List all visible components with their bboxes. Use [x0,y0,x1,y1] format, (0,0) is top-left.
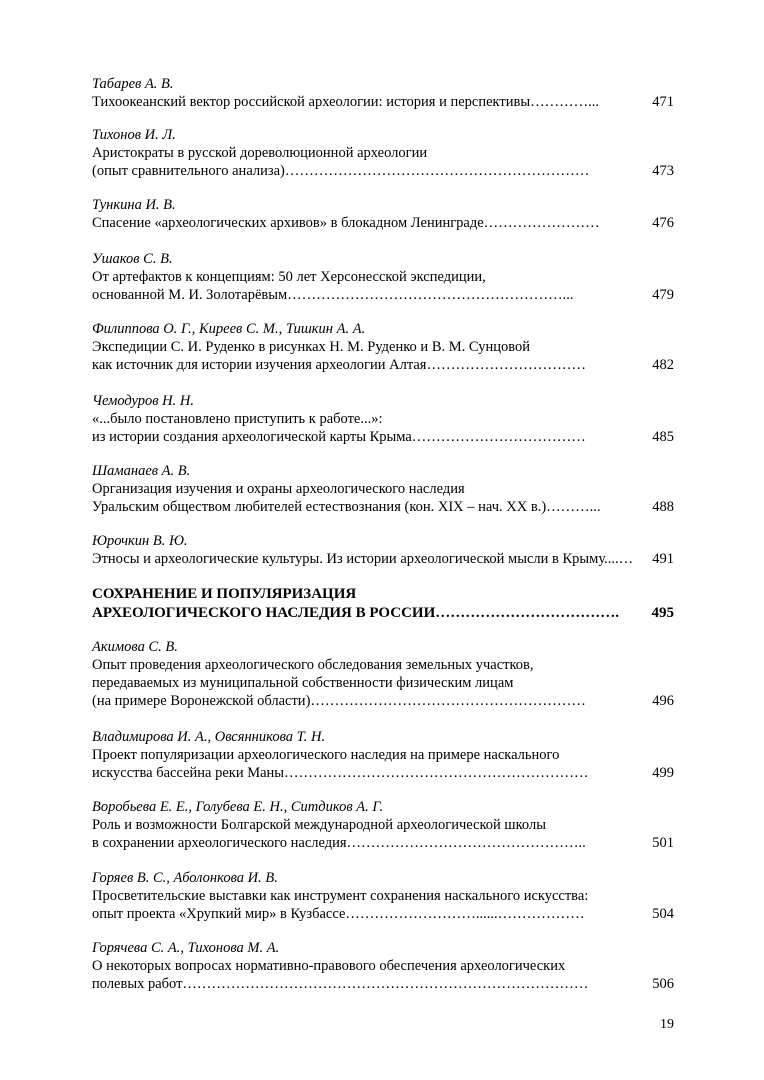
entry-title-text: Роль и возможности Болгарской международной археологической школы [92,817,546,833]
toc-entry [92,728,674,782]
entry-author: Чемодуров Н. Н. [92,393,195,409]
toc-entry [92,532,674,568]
entry-title-line [92,834,674,852]
entry-title-text: из истории создания археологической карты Крыма……………………………… [92,429,586,445]
entry-page-number: 479 [652,287,674,303]
entry-page-number: 496 [652,693,674,709]
entry-author: Акимова С. В. [92,639,178,655]
entry-title-text: опыт проекта «Хрупкий мир» в Кузбассе………………………......……………… [92,906,585,922]
entry-title-line [92,286,674,304]
entry-title-text: (на примере Воронежской области)………………………………………………… [92,693,586,709]
entry-title-line [92,268,674,286]
toc-entry [92,869,674,923]
entry-page-number: 504 [652,906,674,922]
entry-title-text: Аристократы в русской дореволюционной археологии [92,145,428,161]
entry-page-number: 485 [652,429,674,445]
entry-title-line [92,93,674,111]
entry-title-line [92,428,674,446]
entry-title-text: передаваемых из муниципальной собственности физическим лицам [92,675,514,691]
entry-page-number: 471 [652,94,674,110]
section-title-line [92,604,674,623]
entry-title-text: Спасение «археологических архивов» в блокадном Ленинграде…………………… [92,215,600,231]
entry-title-text: «...было постановлено приступить к работе...»: [92,411,383,427]
entry-title-line [92,957,674,975]
entry-title-text: как источник для истории изучения археологии Алтая…………………………… [92,357,586,373]
section-title-text: СОХРАНЕНИЕ И ПОПУЛЯРИЗАЦИЯ [92,586,357,602]
entry-title-line [92,338,674,356]
entry-author: Воробьева Е. Е., Голубева Е. Н., Ситдиков А. Г. [92,799,384,815]
entry-title-text: основанной М. И. Золотарёвым…………………………………………………... [92,287,574,303]
entry-page-number: 506 [652,976,674,992]
entry-title-line [92,498,674,516]
entry-title-line [92,410,674,428]
toc-entry [92,939,674,993]
entry-title-text: в сохранении археологического наследия………………………………………….. [92,835,586,851]
toc-entry [92,75,674,111]
entry-title-line [92,692,674,710]
entry-title-line [92,764,674,782]
entry-author: Филиппова О. Г., Киреев С. М., Тишкин А. А. [92,321,366,337]
entry-title-line [92,674,674,692]
entry-title-text: Тихоокеанский вектор российской археологии: история и перспективы…………... [92,94,599,110]
entry-title-text: Уральским обществом любителей естествознания (кон. XIX – нач. XX в.)………... [92,499,601,515]
entry-title-line [92,816,674,834]
entry-page-number: 473 [652,163,674,179]
section-page-number: 495 [651,605,674,621]
entry-author: Горяев В. С., Аболонкова И. В. [92,870,278,886]
entry-title-line [92,746,674,764]
entry-title-text: Организация изучения и охраны археологического наследия [92,481,465,497]
entry-page-number: 491 [652,551,674,567]
entry-title-text: (опыт сравнительного анализа)……………………………………………………… [92,163,590,179]
entry-title-line [92,356,674,374]
entry-title-line [92,144,674,162]
entry-title-text: полевых работ………………………………………………………………………… [92,976,589,992]
entry-author: Ушаков С. В. [92,251,173,267]
entry-title-text: Этносы и археологические культуры. Из истории археологической мысли в Крыму....… [92,551,634,567]
entry-title-line [92,214,674,232]
section-heading [92,585,674,623]
entry-author: Владимирова И. А., Овсянникова Т. Н. [92,729,326,745]
toc-entry [92,250,674,304]
entry-author: Тихонов И. Л. [92,127,176,143]
entry-title-text: Экспедиции С. И. Руденко в рисунках Н. М. Руденко и В. М. Сунцовой [92,339,530,355]
entry-author: Тункина И. В. [92,197,176,213]
toc-entry [92,462,674,516]
entry-title-text: Проект популяризации археологического наследия на примере наскального [92,747,560,763]
entry-title-line [92,975,674,993]
entry-page-number: 482 [652,357,674,373]
entry-title-line [92,905,674,923]
entry-page-number: 476 [652,215,674,231]
entry-page-number: 488 [652,499,674,515]
entry-author: Шаманаев А. В. [92,463,191,479]
toc-entry [92,392,674,446]
toc-entry [92,798,674,852]
entry-title-line [92,887,674,905]
folio-page-number: 19 [660,1017,674,1032]
entry-title-text: О некоторых вопросах нормативно-правового обеспечения археологических [92,958,566,974]
entry-page-number: 499 [652,765,674,781]
entry-title-text: Опыт проведения археологического обследования земельных участков, [92,657,534,673]
toc-entry [92,320,674,374]
toc-entry [92,196,674,232]
entry-title-text: От артефактов к концепциям: 50 лет Херсонесской экспедиции, [92,269,486,285]
section-title-text: АРХЕОЛОГИЧЕСКОГО НАСЛЕДИЯ В РОССИИ………………………………. [92,605,620,621]
entry-author: Горячева С. А., Тихонова М. А. [92,940,280,956]
entry-page-number: 501 [652,835,674,851]
toc-entry [92,638,674,710]
entry-title-line [92,480,674,498]
toc-entry [92,126,674,180]
entry-title-text: искусства бассейна реки Маны……………………………………………………… [92,765,589,781]
entry-author: Юрочкин В. Ю. [92,533,188,549]
entry-title-line [92,656,674,674]
entry-title-line [92,162,674,180]
entry-author: Табарев А. В. [92,76,174,92]
entry-title-text: Просветительские выставки как инструмент сохранения наскального искусства: [92,888,589,904]
entry-title-line [92,550,674,568]
section-title-line [92,585,674,604]
